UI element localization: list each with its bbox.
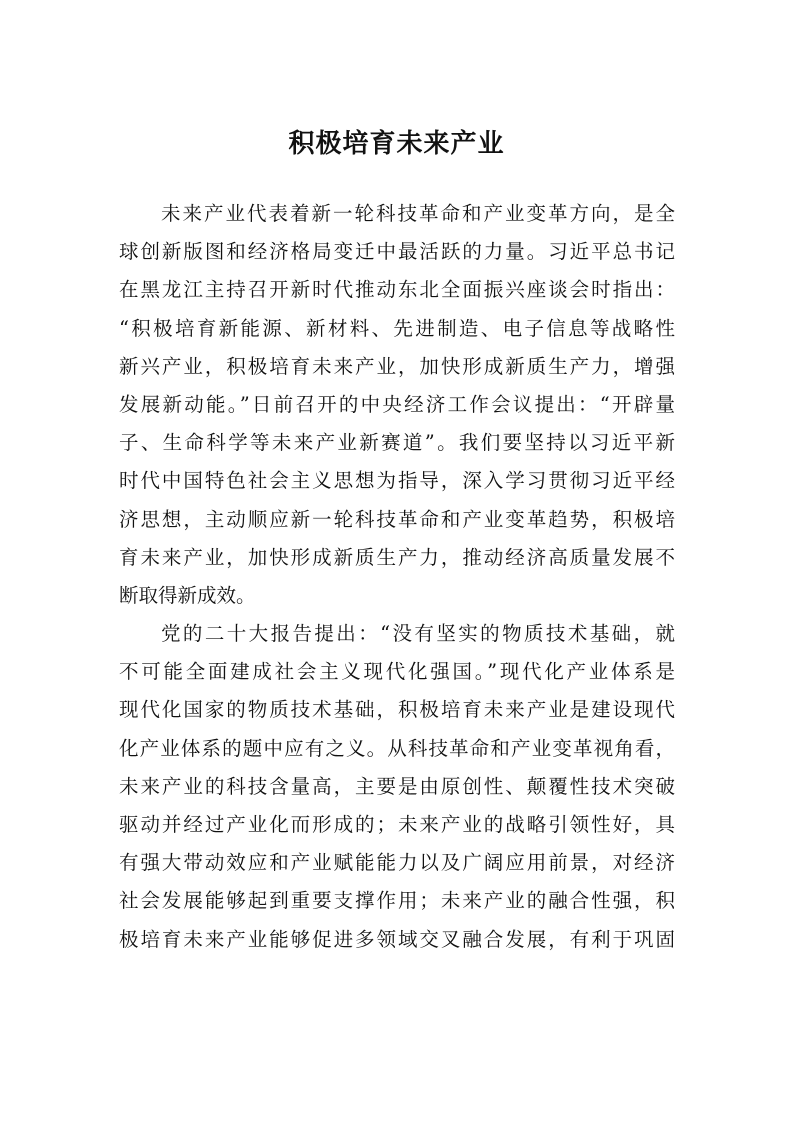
paragraph-2	[119, 615, 675, 959]
paragraph-line: 时代中国特色社会主义思想为指导，深入学习贯彻习近平经	[119, 469, 675, 493]
paragraph-line: 不可能全面建成社会主义现代化强国。”现代化产业体系是	[119, 660, 675, 684]
paragraph-line: 未来产业的科技含量高，主要是由原创性、颠覆性技术突破	[119, 774, 675, 798]
paragraph-line: 新兴产业，积极培育未来产业，加快形成新质生产力，增强	[119, 354, 675, 378]
paragraph-line: “积极培育新能源、新材料、先进制造、电子信息等战略性	[119, 316, 675, 340]
paragraph-line: 发展新动能。”日前召开的中央经济工作会议提出：“开辟量	[119, 392, 675, 416]
document-title: 积极培育未来产业	[288, 129, 505, 159]
paragraph-line: 断取得新成效。	[119, 583, 256, 607]
paragraph-line: 有强大带动效应和产业赋能能力以及广阔应用前景，对经济	[119, 851, 675, 875]
paragraph-line: 化产业体系的题中应有之义。从科技革命和产业变革视角看，	[119, 736, 675, 760]
paragraph-line: 育未来产业，加快形成新质生产力，推动经济高质量发展不	[119, 545, 675, 569]
paragraph-line: 济思想，主动顺应新一轮科技革命和产业变革趋势，积极培	[119, 507, 675, 531]
paragraph-line: 极培育未来产业能够促进多领域交叉融合发展，有利于巩固	[119, 927, 675, 951]
paragraph-line: 在黑龙江主持召开新时代推动东北全面振兴座谈会时指出：	[119, 278, 675, 302]
paragraph-1	[119, 195, 675, 615]
document-body	[119, 195, 675, 959]
paragraph-line: 子、生命科学等未来产业新赛道”。我们要坚持以习近平新	[119, 431, 675, 455]
paragraph-line: 现代化国家的物质技术基础，积极培育未来产业是建设现代	[119, 698, 675, 722]
paragraph-line: 党的二十大报告提出：“没有坚实的物质技术基础，就	[161, 622, 675, 646]
paragraph-line: 未来产业代表着新一轮科技革命和产业变革方向，是全	[161, 202, 675, 225]
paragraph-line: 社会发展能够起到重要支撑作用；未来产业的融合性强，积	[119, 889, 675, 913]
paragraph-line: 球创新版图和经济格局变迁中最活跃的力量。习近平总书记	[119, 240, 675, 264]
paragraph-line: 驱动并经过产业化而形成的；未来产业的战略引领性好，具	[119, 813, 675, 836]
